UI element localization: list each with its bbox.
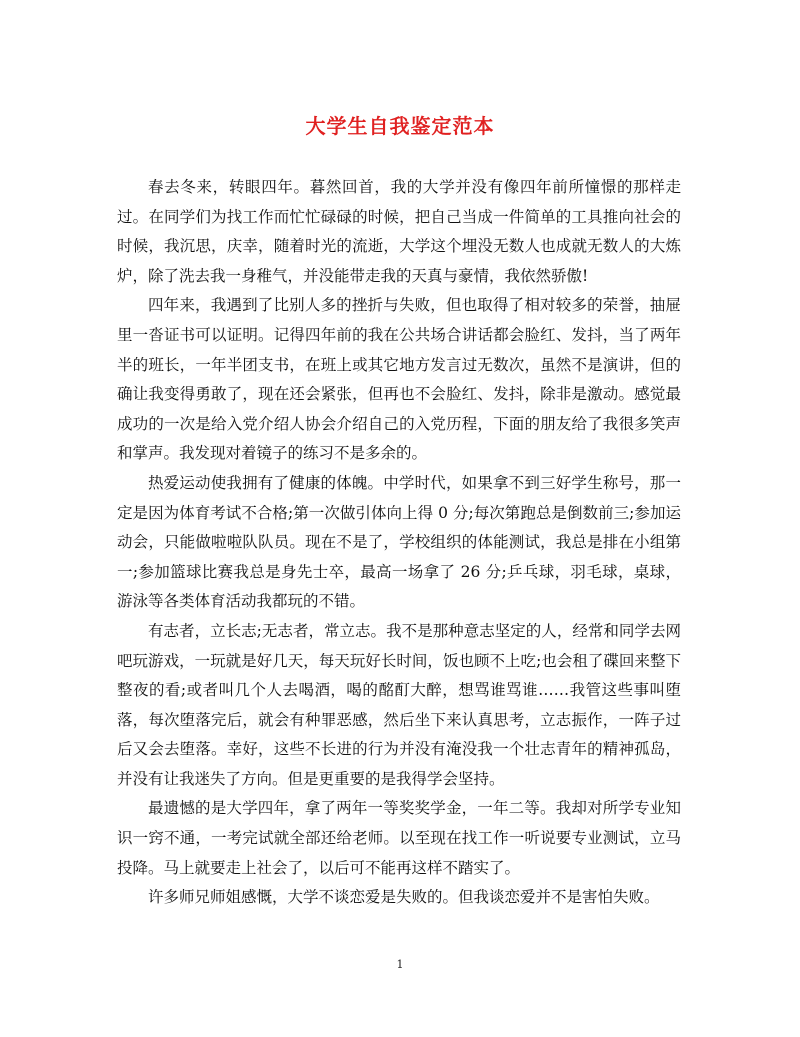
paragraph-2: 四年来，我遇到了比别人多的挫折与失败，但也取得了相对较多的荣誉，抽屉里一沓证书可以证明。记得四年前的我在公共场合讲话都会脸红、发抖，当了两年半的班长，一年半团支书，在班上或其它地方发言过无数次，虽然不是演讲，但的确让我变得勇敢了，现在还会紧张，但再也不会脸红、发抖，除非是激动。感觉最成功的一次是给入党介绍人协会介绍自己的入党历程，下面的朋友给了我很多笑声和掌声。我发现对着镜子的练习不是多余的。 bbox=[117, 296, 681, 463]
paragraph-5: 最遗憾的是大学四年，拿了两年一等奖奖学金，一年二等。我却对所学专业知识一窍不通，一考完试就全部还给老师。以至现在找工作一听说要专业测试，立马投降。马上就要走上社会了，以后可不能再这样不踏实了。 bbox=[117, 799, 681, 877]
paragraph-3: 热爱运动使我拥有了健康的体魄。中学时代，如果拿不到三好学生称号，那一定是因为体育考试不合格;第一次做引体向上得 0 分;每次第跑总是倒数前三;参加运动会，只能做啦啦队队员。现在不是了，学校组织的体能测试，我总是排在小组第一;参加篮球比赛我总是身先士卒，最高一场拿了 26 分;乒乓球，羽毛球，桌球，游泳等各类体育活动我都玩的不错。 bbox=[117, 473, 681, 611]
page-number: 1 bbox=[396, 958, 404, 971]
paragraph-4: 有志者，立长志;无志者，常立志。我不是那种意志坚定的人，经常和同学去网吧玩游戏，一玩就是好几天，每天玩好长时间，饭也顾不上吃;也会租了碟回来整下整夜的看;或者叫几个人去喝酒，喝的酩酊大醉，想骂谁骂谁……我管这些事叫堕落，每次堕落完后，就会有种罪恶感，然后坐下来认真思考，立志振作，一阵子过后又会去堕落。幸好，这些不长进的行为并没有淹没我一个壮志青年的精神孤岛，并没有让我迷失了方向。但是更重要的是我得学会坚持。 bbox=[117, 621, 681, 788]
paragraph-1: 春去冬来，转眼四年。暮然回首，我的大学并没有像四年前所憧憬的那样走过。在同学们为找工作而忙忙碌碌的时候，把自己当成一件简单的工具推向社会的时候，我沉思，庆幸，随着时光的流逝，大学这个埋没无数人也成就无数人的大炼炉，除了洗去我一身稚气，并没能带走我的天真与豪情，我依然骄傲! bbox=[117, 178, 681, 285]
document-body bbox=[117, 173, 681, 913]
document-title: 大学生自我鉴定范本 bbox=[305, 114, 495, 138]
paragraph-6: 许多师兄师姐感慨，大学不谈恋爱是失败的。但我谈恋爱并不是害怕失败。 bbox=[148, 888, 660, 907]
